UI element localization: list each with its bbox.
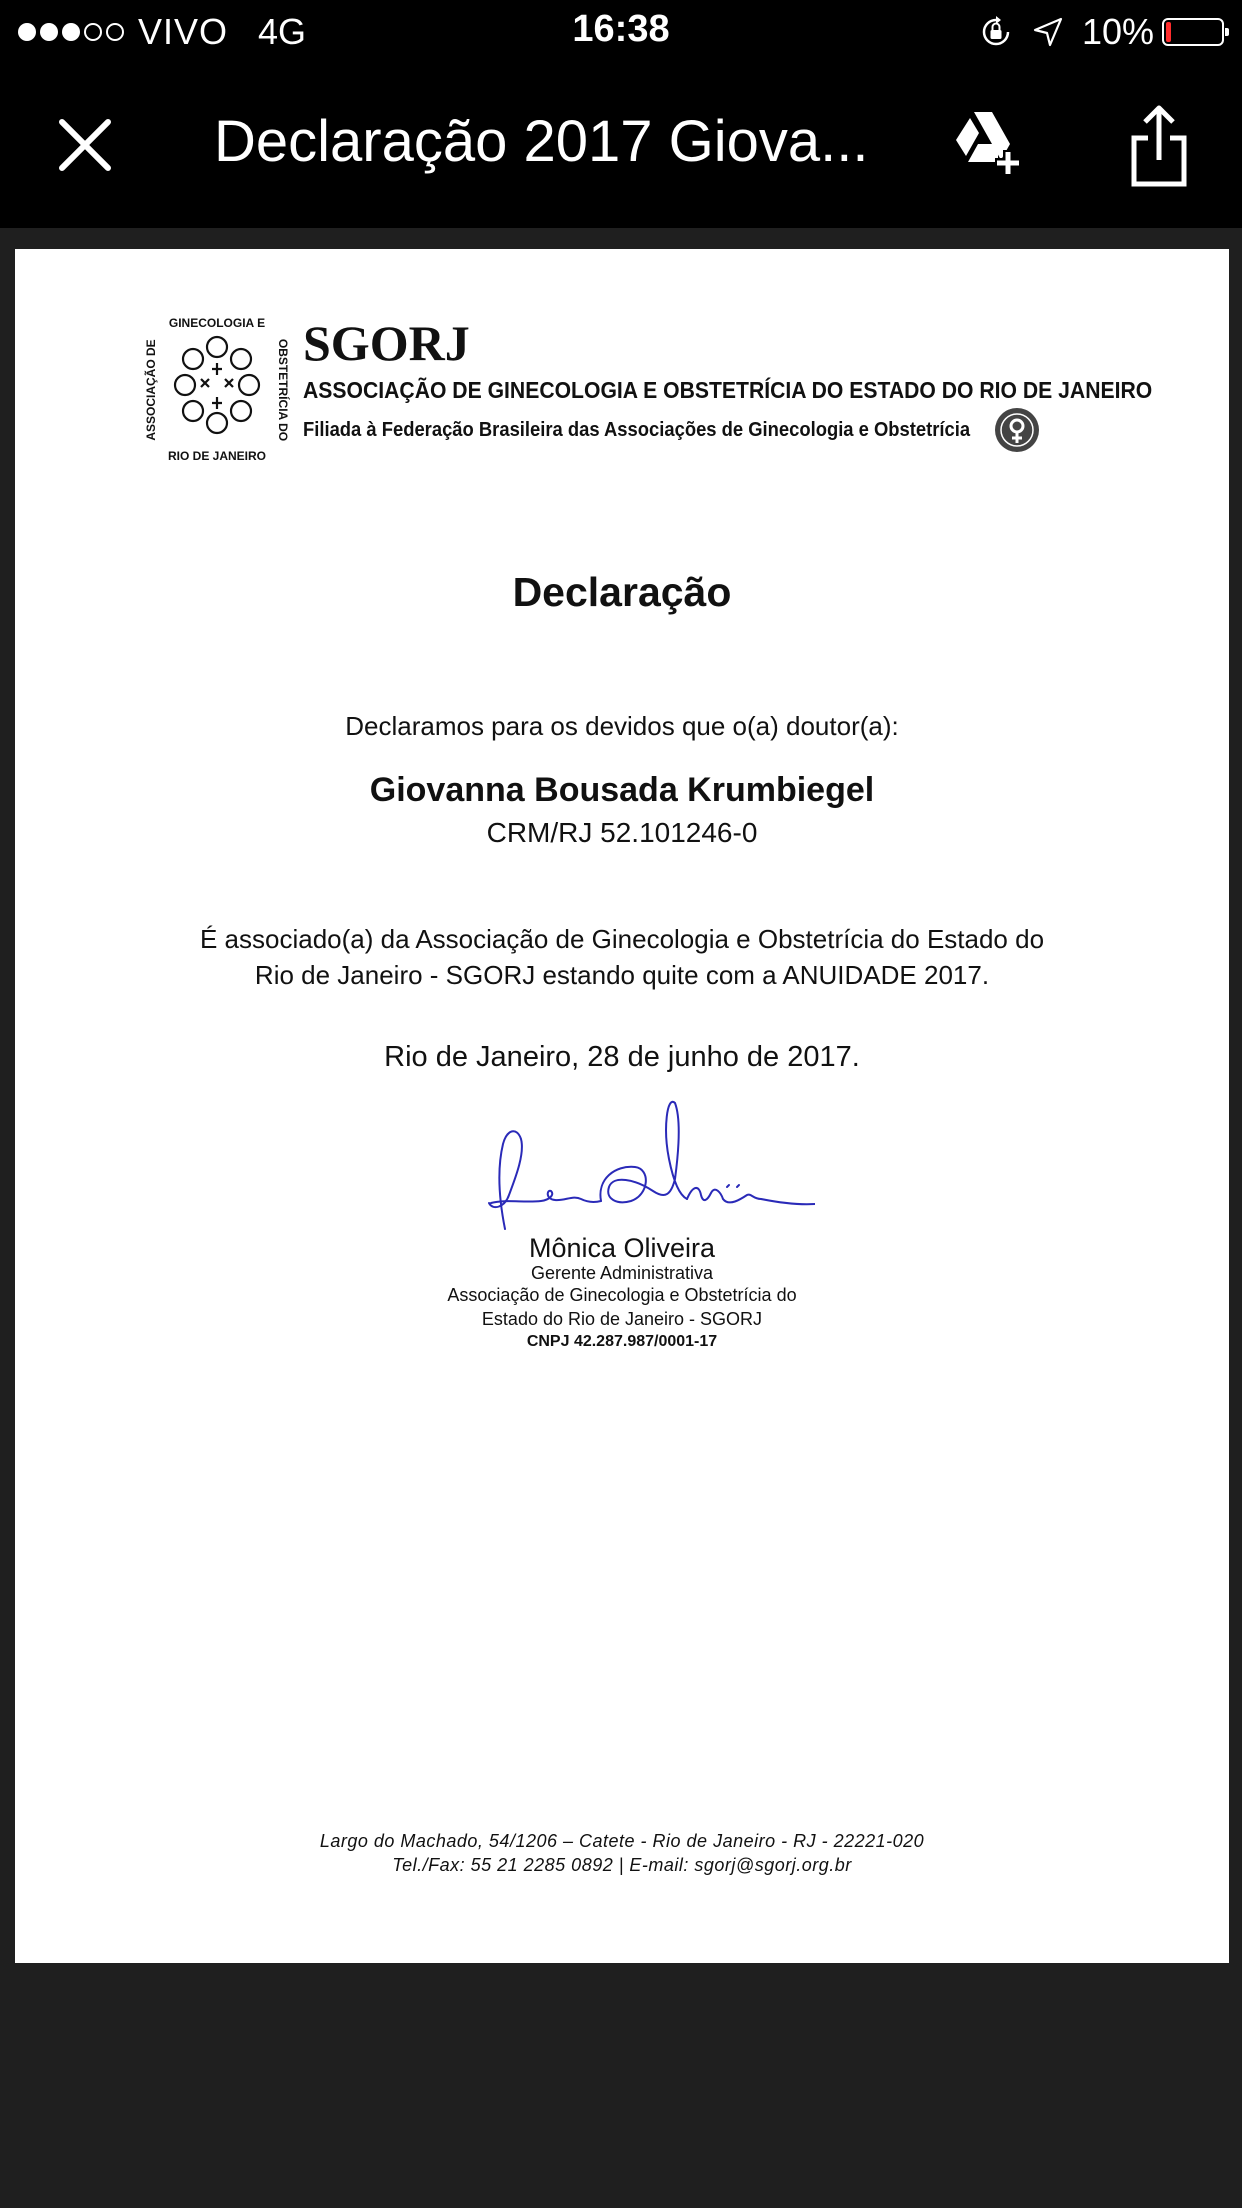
declaration-intro: Declaramos para os devidos que o(a) doutor(a): — [345, 711, 899, 741]
document-page — [15, 249, 1229, 1963]
signer-role: Gerente Administrativa — [530, 1263, 714, 1283]
org-full-name: ASSOCIAÇÃO DE GINECOLOGIA E OBSTETRÍCIA DO ESTADO DO RIO DE JANEIRO — [303, 377, 1153, 403]
sgorj-seal-logo — [137, 315, 297, 465]
doctor-crm: CRM/RJ 52.101246-0 — [486, 817, 758, 848]
signer-org-line-1: Associação de Ginecologia e Obstetrícia do — [447, 1285, 797, 1305]
add-to-drive-icon[interactable] — [952, 106, 1024, 178]
signer-org-line-2: Estado do Rio de Janeiro - SGORJ — [481, 1309, 763, 1329]
declaration-heading: Declaração — [512, 569, 732, 615]
status-time: 16:38 — [572, 8, 670, 50]
declaration-paragraph — [15, 921, 1229, 993]
handwritten-signature — [485, 1099, 815, 1239]
share-icon[interactable] — [1128, 104, 1190, 188]
battery-icon — [1162, 18, 1224, 46]
footer-contact: Tel./Fax: 55 21 2285 0892 | E-mail: sgorj@sgorj.org.br — [392, 1855, 852, 1875]
viewer-toolbar — [0, 64, 1242, 228]
org-acronym: SGORJ — [303, 315, 470, 371]
declaration-date: Rio de Janeiro, 28 de junho de 2017. — [384, 1041, 860, 1073]
org-affiliation: Filiada à Federação Brasileira das Associações de Ginecologia e Obstetrícia — [303, 407, 1123, 453]
status-bar — [0, 0, 1242, 64]
rotation-lock-icon — [978, 14, 1014, 50]
status-right — [978, 10, 1224, 54]
svg-text:ASSOCIAÇÃO DE: ASSOCIAÇÃO DE — [144, 339, 158, 441]
network-type: 4G — [258, 11, 307, 52]
febrasgo-logo — [994, 407, 1040, 453]
battery-level-fill — [1166, 22, 1171, 42]
signer-cnpj: CNPJ 42.287.987/0001-17 — [526, 1333, 718, 1350]
paragraph-line-1: É associado(a) da Associação de Ginecologia e Obstetrícia do Estado do — [199, 924, 1045, 954]
doctor-name: Giovanna Bousada Krumbiegel — [369, 771, 875, 809]
location-arrow-icon — [1032, 16, 1064, 48]
battery-percent: 10% — [1081, 11, 1154, 52]
signer-name: Mônica Oliveira — [528, 1233, 716, 1263]
carrier-name: VIVO — [138, 11, 229, 52]
letterhead — [127, 315, 1153, 465]
paragraph-line-2: Rio de Janeiro - SGORJ estando quite com a ANUIDADE 2017. — [254, 960, 990, 990]
svg-text:GINECOLOGIA E: GINECOLOGIA E — [168, 316, 266, 330]
footer-address: Largo do Machado, 54/1206 – Catete - Rio de Janeiro - RJ - 22221-020 — [319, 1831, 925, 1851]
svg-text:RIO DE JANEIRO: RIO DE JANEIRO — [167, 449, 267, 463]
svg-text:OBSTETRÍCIA DO: OBSTETRÍCIA DO — [276, 338, 290, 442]
document-title: Declaração 2017 Giova... — [214, 109, 869, 174]
close-icon[interactable] — [52, 112, 118, 178]
